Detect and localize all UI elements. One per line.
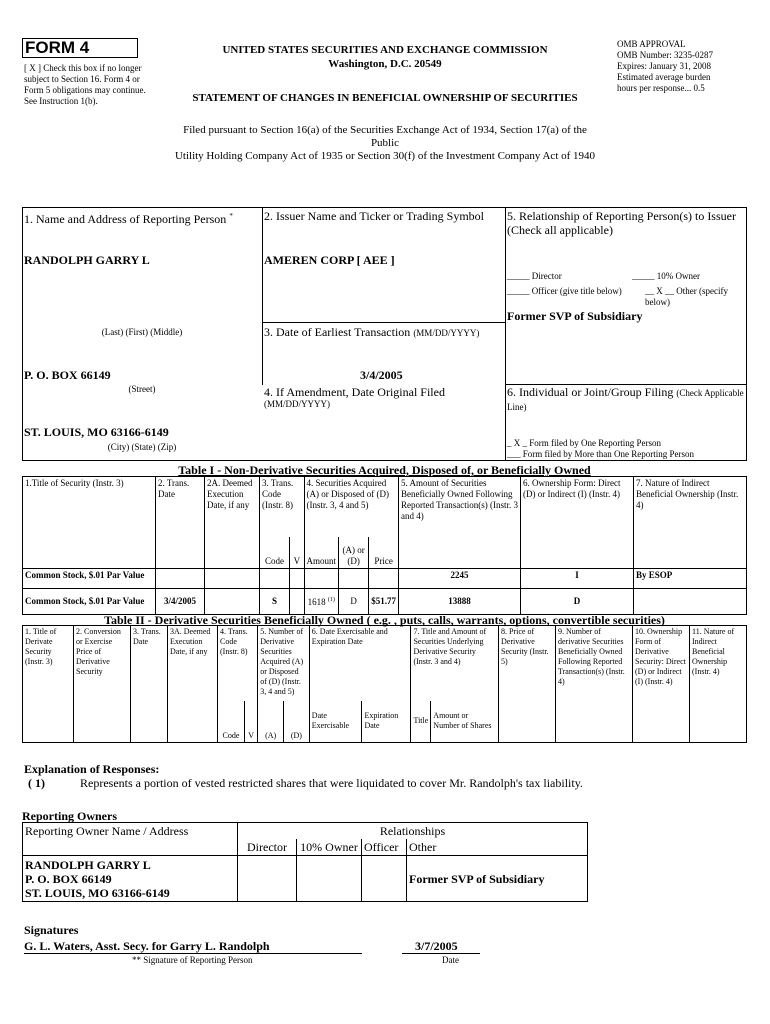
section1-divider xyxy=(262,207,263,385)
owners-10pct-cell xyxy=(297,856,362,902)
t1-r1-date xyxy=(156,569,205,589)
owners-name-address xyxy=(23,856,238,902)
box3-format: (MM/DD/YYYY) xyxy=(413,328,480,338)
table-row xyxy=(23,856,588,902)
explanation-heading: Explanation of Responses: xyxy=(24,762,160,776)
t1-r1-v xyxy=(290,569,304,589)
earliest-transaction-date: 3/4/2005 xyxy=(360,368,403,382)
t1-r1-title: Common Stock, $.01 Par Value xyxy=(23,569,156,589)
t1-r2-amount-cell xyxy=(304,589,339,615)
form-title: FORM 4 xyxy=(22,38,138,58)
agency-name: UNITED STATES SECURITIES AND EXCHANGE COMMISSION xyxy=(222,44,548,56)
owners-name: RANDOLPH GARRY L xyxy=(25,857,151,872)
signatures-heading: Signatures xyxy=(24,923,79,937)
t1-r2-title: Common Stock, $.01 Par Value xyxy=(23,589,156,615)
signature-line xyxy=(24,953,362,954)
t1-sub-code: Code xyxy=(260,537,290,569)
filed-line-3: Utility Holding Company Act of 1935 or Section 30(f) of the Investment Company Act of 1940 xyxy=(174,150,596,162)
box4-label: 4. If Amendment, Date Original Filed xyxy=(264,385,445,399)
statement-title: STATEMENT OF CHANGES IN BENEFICIAL OWNERSHIP OF SECURITIES xyxy=(192,92,578,104)
signature-label: ** Signature of Reporting Person xyxy=(132,955,253,965)
t2-sub-amount: Amount or Number of Shares xyxy=(431,701,499,743)
explanation-note-text: Represents a portion of vested restricted shares that were liquidated to cover Mr. Randolph's tax liability. xyxy=(80,776,583,790)
date-label: Date xyxy=(442,955,459,965)
owners-street: P. O. BOX 66149 xyxy=(25,871,112,886)
name-parts-label: (Last) (First) (Middle) xyxy=(101,327,183,337)
box5-label: 5. Relationship of Reporting Person(s) to Issuer (Check all applicable) xyxy=(507,209,736,237)
t1-r1-deemed xyxy=(205,569,260,589)
street-address: P. O. BOX 66149 xyxy=(24,368,111,382)
t2-sub-expiration: Expiration Date xyxy=(362,701,411,743)
owners-col-director: Director xyxy=(238,839,297,856)
t1-r2-form: D xyxy=(521,589,634,615)
t1-r2-aord: D xyxy=(339,589,369,615)
relationship-officer: _____ Officer (give title below) xyxy=(507,286,622,296)
box6-label xyxy=(507,385,745,413)
t1-r2-note: (1) xyxy=(327,597,335,603)
city-label: (City) (State) (Zip) xyxy=(107,442,177,452)
t2-h6: 5. Number of Derivative Securities Acquired (A) or Disposed of (D) (Instr. 3, 4 and 5) xyxy=(258,626,310,701)
box6-label-text: 6. Individual or Joint/Group Filing xyxy=(507,385,674,399)
t2-h11: 10. Ownership Form of Derivative Security: Direct (D) or Indirect (I) (Instr. 4) xyxy=(633,626,690,743)
reporting-person-name: RANDOLPH GARRY L xyxy=(24,253,150,267)
t2-h5: 4. Trans. Code (Instr. 8) xyxy=(218,626,258,701)
table1-title: Table I - Non-Derivative Securities Acquired, Disposed of, or Beneficially Owned xyxy=(178,463,591,477)
box4-format: (MM/DD/YYYY) xyxy=(264,399,330,409)
t2-h9: 8. Price of Derivative Security (Instr. 5) xyxy=(499,626,556,743)
owners-other-value: Former SVP of Subsidiary xyxy=(407,856,588,902)
table2-title: Table II - Derivative Securities Beneficially Owned ( e.g. , puts, calls, warrants, options, convertible securities) xyxy=(104,613,665,627)
omb-burden: Estimated average burden xyxy=(617,72,711,82)
t1-r1-price xyxy=(369,569,399,589)
section1-divider xyxy=(262,322,506,323)
t2-h10: 9. Number of derivative Securities Beneficially Owned Following Reported Transaction(s) (Instr. 4) xyxy=(556,626,633,743)
owners-col-other: Other xyxy=(407,839,588,856)
table1-header xyxy=(23,477,747,537)
filed-pursuant xyxy=(120,124,650,163)
t1-r1-code xyxy=(260,569,290,589)
table2-header xyxy=(23,626,747,701)
t1-sub-price: Price xyxy=(369,537,399,569)
t2-h1: 1. Title of Derivate Security (Instr. 3) xyxy=(23,626,74,743)
t1-sub-v: V xyxy=(290,537,304,569)
relationship-other: __ X __ Other (specify below) xyxy=(645,286,728,307)
omb-number: OMB Number: 3235-0287 xyxy=(617,50,713,60)
no-longer-subject-checkbox-text: [ X ] Check this box if no longer subject to Section 16. Form 4 or Form 5 obligations may continue. See Instruction 1(b). xyxy=(24,63,146,106)
street-label: (Street) xyxy=(128,384,156,394)
owners-table xyxy=(22,822,588,902)
filing-more: ___ Form filed by More than One Reporting Person xyxy=(507,449,694,459)
omb-expires: Expires: January 31, 2008 xyxy=(617,61,711,71)
t1-sub-amount: Amount xyxy=(304,537,339,569)
t1-r1-nature: By ESOP xyxy=(634,569,747,589)
box2-label: 2. Issuer Name and Ticker or Trading Symbol xyxy=(264,209,484,223)
issuer-name: AMEREN CORP [ AEE ] xyxy=(264,253,395,267)
t1-r2-nature xyxy=(634,589,747,615)
table-row xyxy=(23,569,747,589)
box3-label-text: 3. Date of Earliest Transaction xyxy=(264,325,411,339)
box6-check: (Check Applicable Line) xyxy=(507,388,744,412)
city-state-zip: ST. LOUIS, MO 63166-6149 xyxy=(24,425,169,439)
t1-h1: 1.Title of Security (Instr. 3) xyxy=(23,477,156,569)
t1-r1-owned: 2245 xyxy=(399,569,521,589)
omb-title: OMB APPROVAL xyxy=(617,39,686,49)
relationship-10pct: _____ 10% Owner xyxy=(632,271,700,281)
t2-h12: 11. Nature of Indirect Beneficial Ownership (Instr. 4) xyxy=(690,626,747,743)
t1-h7: 6. Ownership Form: Direct (D) or Indirect (I) (Instr. 4) xyxy=(521,477,634,569)
t1-r1-aord xyxy=(339,569,369,589)
t2-h7: 6. Date Exercisable and Expiration Date xyxy=(309,626,411,701)
t1-r2-date: 3/4/2005 xyxy=(156,589,205,615)
table1 xyxy=(22,476,747,615)
t1-r2-code: S xyxy=(260,589,290,615)
box1-mark: * xyxy=(229,212,233,220)
owners-director-cell xyxy=(238,856,297,902)
t2-h2: 2. Conversion or Exercise Price of Derivative Security xyxy=(74,626,131,743)
t1-r1-amount xyxy=(304,569,339,589)
t1-h6: 5. Amount of Securities Beneficially Owned Following Reported Transaction(s) (Instr. 3 and 4) xyxy=(399,477,521,569)
omb-hours: hours per response... 0.5 xyxy=(617,83,705,93)
t1-h2: 2. Trans. Date xyxy=(156,477,205,569)
signature-date: 3/7/2005 xyxy=(415,939,458,953)
table2 xyxy=(22,625,747,743)
t1-r2-price: $51.77 xyxy=(369,589,399,615)
owners-header xyxy=(23,823,588,840)
t2-sub-title: Title xyxy=(411,701,431,743)
t2-sub-v: V xyxy=(244,701,257,743)
t2-h8: 7. Title and Amount of Securities Underlying Derivative Security (Instr. 3 and 4) xyxy=(411,626,499,701)
t1-h3: 2A. Deemed Execution Date, if any xyxy=(205,477,260,569)
t2-sub-exercisable: Date Exercisable xyxy=(309,701,362,743)
t1-h5: 4. Securities Acquired (A) or Disposed of (D) (Instr. 3, 4 and 5) xyxy=(304,477,398,537)
t1-sub-aord: (A) or (D) xyxy=(339,537,369,569)
filing-one: _ X _ Form filed by One Reporting Person xyxy=(507,438,661,448)
explanation-note-id: ( 1) xyxy=(28,776,45,790)
t1-h8: 7. Nature of Indirect Beneficial Ownership (Instr. 4) xyxy=(634,477,747,569)
t2-h3: 3. Trans. Date xyxy=(131,626,168,743)
relationship-director: _____ Director xyxy=(507,271,562,281)
box1-label xyxy=(24,209,260,226)
t1-r2-v xyxy=(290,589,304,615)
owners-col-10pct: 10% Owner xyxy=(297,839,362,856)
date-line xyxy=(402,953,480,954)
t2-sub-a: (A) xyxy=(258,701,284,743)
owners-heading: Reporting Owners xyxy=(22,809,117,823)
section1-divider xyxy=(505,207,506,461)
filed-line-2: Public xyxy=(370,137,400,149)
t1-h4: 3. Trans. Code (Instr. 8) xyxy=(260,477,305,537)
filed-line-1: Filed pursuant to Section 16(a) of the Securities Exchange Act of 1934, Section 17(a) of the xyxy=(183,124,587,136)
omb-approval xyxy=(617,39,757,94)
t2-sub-code: Code xyxy=(218,701,245,743)
t2-h4: 3A. Deemed Execution Date, if any xyxy=(168,626,218,743)
t2-sub-d: (D) xyxy=(284,701,310,743)
t1-r2-owned: 13888 xyxy=(399,589,521,615)
table-row xyxy=(23,589,747,615)
box3-label xyxy=(264,325,504,339)
other-title: Former SVP of Subsidiary xyxy=(507,309,643,323)
signer-name: G. L. Waters, Asst. Secy. for Garry L. Randolph xyxy=(24,939,270,953)
owners-city: ST. LOUIS, MO 63166-6149 xyxy=(25,885,170,900)
box1-label-text: 1. Name and Address of Reporting Person xyxy=(24,212,227,226)
agency-city: Washington, D.C. 20549 xyxy=(328,58,442,70)
owners-col-officer: Officer xyxy=(362,839,407,856)
owners-col-rel: Relationships xyxy=(238,823,588,840)
owners-col-name: Reporting Owner Name / Address xyxy=(23,823,238,856)
t1-r2-amount: 1618 xyxy=(307,597,326,607)
owners-officer-cell xyxy=(362,856,407,902)
t1-r1-form: I xyxy=(521,569,634,589)
t1-r2-deemed xyxy=(205,589,260,615)
